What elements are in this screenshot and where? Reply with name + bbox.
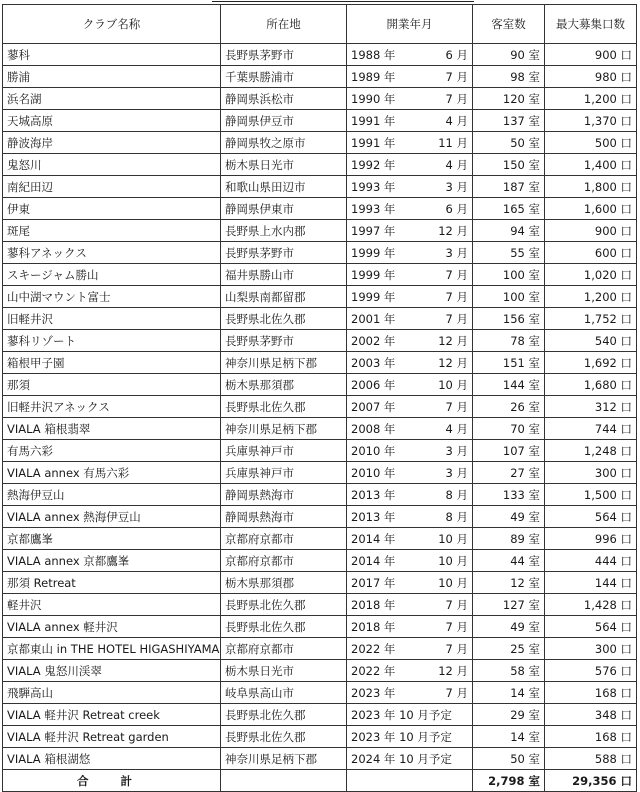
location-cell: 京都府京都市	[221, 550, 347, 572]
club-name-cell: 蓼科	[3, 44, 221, 66]
opened-cell	[347, 440, 473, 462]
total-capacity: 29,356 口	[545, 770, 637, 792]
table-row	[3, 286, 637, 308]
location-cell: 長野県北佐久郡	[221, 594, 347, 616]
location-cell: 長野県茅野市	[221, 44, 347, 66]
opened-cell	[347, 176, 473, 198]
rooms-cell: 29 室	[473, 704, 545, 726]
opened-cell	[347, 44, 473, 66]
opened-cell	[347, 594, 473, 616]
capacity-cell: 980 口	[545, 66, 637, 88]
total-empty-cell	[221, 770, 347, 792]
opened-year: 1991 年	[351, 113, 396, 128]
opened-cell	[347, 528, 473, 550]
total-label: 合 計	[3, 770, 221, 792]
rooms-cell: 58 室	[473, 660, 545, 682]
opened-year: 1999 年	[351, 267, 396, 282]
opened-year: 2013 年	[351, 509, 396, 524]
opened-year: 2018 年	[351, 597, 396, 612]
rooms-cell: 78 室	[473, 330, 545, 352]
opened-year: 1990 年	[351, 91, 396, 106]
opened-year: 2022 年	[351, 663, 396, 678]
header-rooms: 客室数	[473, 5, 545, 44]
table-row	[3, 594, 637, 616]
header-club-name: クラブ名称	[3, 5, 221, 44]
opened-month: 7 月	[445, 289, 468, 304]
location-cell: 長野県茅野市	[221, 242, 347, 264]
total-row	[3, 770, 637, 792]
capacity-cell: 900 口	[545, 220, 637, 242]
rooms-cell: 89 室	[473, 528, 545, 550]
club-name-cell: 那須	[3, 374, 221, 396]
rooms-cell: 14 室	[473, 682, 545, 704]
opened-cell	[347, 264, 473, 286]
opened-cell	[347, 330, 473, 352]
opened-cell	[347, 506, 473, 528]
table-row	[3, 198, 637, 220]
rooms-cell: 27 室	[473, 462, 545, 484]
opened-month: 10 月	[438, 377, 468, 392]
club-name-cell: 勝浦	[3, 66, 221, 88]
location-cell: 福井県勝山市	[221, 264, 347, 286]
table-row	[3, 264, 637, 286]
table-row	[3, 682, 637, 704]
opened-year: 2003 年	[351, 355, 396, 370]
club-name-cell: 旧軽井沢アネックス	[3, 396, 221, 418]
opened-year: 1993 年	[351, 179, 396, 194]
opened-year: 1991 年	[351, 135, 396, 150]
table-footer	[3, 770, 637, 792]
opened-cell	[347, 242, 473, 264]
rooms-cell: 25 室	[473, 638, 545, 660]
club-name-cell: VIALA annex 京都鷹峯	[3, 550, 221, 572]
opened-month: 7 月	[445, 69, 468, 84]
opened-year: 2010 年	[351, 443, 396, 458]
rooms-cell: 94 室	[473, 220, 545, 242]
opened-month: 3 月	[445, 245, 468, 260]
opened-month: 7 月	[445, 267, 468, 282]
location-cell: 静岡県伊豆市	[221, 110, 347, 132]
club-name-cell: 軽井沢	[3, 594, 221, 616]
location-cell: 神奈川県足柄下郡	[221, 352, 347, 374]
capacity-cell: 564 口	[545, 506, 637, 528]
location-cell: 山梨県南都留郡	[221, 286, 347, 308]
capacity-cell: 564 口	[545, 616, 637, 638]
rooms-cell: 151 室	[473, 352, 545, 374]
table-row	[3, 572, 637, 594]
table-body	[3, 44, 637, 770]
location-cell: 千葉県勝浦市	[221, 66, 347, 88]
opened-cell	[347, 352, 473, 374]
location-cell: 長野県北佐久郡	[221, 616, 347, 638]
club-name-cell: 旧軽井沢	[3, 308, 221, 330]
table-row	[3, 660, 637, 682]
table-row	[3, 374, 637, 396]
opened-year: 2017 年	[351, 575, 396, 590]
location-cell: 栃木県日光市	[221, 154, 347, 176]
opened-month: 7 月	[445, 91, 468, 106]
table-row	[3, 308, 637, 330]
opened-month: 10 月	[438, 531, 468, 546]
rooms-cell: 107 室	[473, 440, 545, 462]
opened-month: 4 月	[445, 157, 468, 172]
capacity-cell: 1,020 口	[545, 264, 637, 286]
table-row	[3, 726, 637, 748]
club-name-cell: VIALA 箱根翡翠	[3, 418, 221, 440]
club-name-cell: VIALA annex 熱海伊豆山	[3, 506, 221, 528]
table-row	[3, 88, 637, 110]
rooms-cell: 187 室	[473, 176, 545, 198]
club-name-cell: 箱根甲子園	[3, 352, 221, 374]
opened-year: 2010 年	[351, 465, 396, 480]
table-header	[3, 5, 637, 44]
opened-cell	[347, 88, 473, 110]
opened-cell	[347, 726, 473, 748]
club-name-cell: 有馬六彩	[3, 440, 221, 462]
capacity-cell: 500 口	[545, 132, 637, 154]
capacity-cell: 1,800 口	[545, 176, 637, 198]
table-row	[3, 110, 637, 132]
club-name-cell: 熱海伊豆山	[3, 484, 221, 506]
opened-cell	[347, 616, 473, 638]
table-row	[3, 528, 637, 550]
opened-year: 1999 年	[351, 245, 396, 260]
table-row	[3, 66, 637, 88]
opened-month: 12 月	[438, 663, 468, 678]
location-cell: 神奈川県足柄下郡	[221, 748, 347, 770]
table-row	[3, 154, 637, 176]
opened-month: 11 月	[438, 135, 468, 150]
capacity-cell: 600 口	[545, 242, 637, 264]
opened-year: 2006 年	[351, 377, 396, 392]
location-cell: 和歌山県田辺市	[221, 176, 347, 198]
rooms-cell: 98 室	[473, 66, 545, 88]
opened-year: 2014 年	[351, 553, 396, 568]
capacity-cell: 1,200 口	[545, 88, 637, 110]
location-cell: 長野県北佐久郡	[221, 726, 347, 748]
opened-cell	[347, 704, 473, 726]
location-cell: 栃木県日光市	[221, 660, 347, 682]
club-name-cell: 静波海岸	[3, 132, 221, 154]
table-row	[3, 550, 637, 572]
rooms-cell: 100 室	[473, 264, 545, 286]
opened-year: 1989 年	[351, 69, 396, 84]
table-row	[3, 748, 637, 770]
opened-month: 3 月	[445, 443, 468, 458]
opened-cell	[347, 220, 473, 242]
club-name-cell: VIALA 軽井沢 Retreat garden	[3, 726, 221, 748]
opened-month: 6 月	[445, 201, 468, 216]
opened-month: 3 月	[445, 465, 468, 480]
capacity-cell: 348 口	[545, 704, 637, 726]
capacity-cell: 1,500 口	[545, 484, 637, 506]
table-row	[3, 440, 637, 462]
table-row	[3, 242, 637, 264]
opened-cell	[347, 572, 473, 594]
opened-month: 12 月	[438, 223, 468, 238]
opened-year: 2018 年	[351, 619, 396, 634]
header-location: 所在地	[221, 5, 347, 44]
club-name-cell: VIALA 箱根湖悠	[3, 748, 221, 770]
capacity-cell: 1,692 口	[545, 352, 637, 374]
club-name-cell: スキージャム勝山	[3, 264, 221, 286]
opened-year: 1993 年	[351, 201, 396, 216]
capacity-cell: 744 口	[545, 418, 637, 440]
capacity-cell: 168 口	[545, 726, 637, 748]
capacity-cell: 1,200 口	[545, 286, 637, 308]
opened-month: 10 月	[438, 575, 468, 590]
rooms-cell: 50 室	[473, 132, 545, 154]
opened-year: 2013 年	[351, 487, 396, 502]
table-row	[3, 484, 637, 506]
table-row	[3, 352, 637, 374]
capacity-cell: 300 口	[545, 462, 637, 484]
capacity-cell: 312 口	[545, 396, 637, 418]
location-cell: 栃木県那須郡	[221, 374, 347, 396]
opened-month: 7 月	[445, 311, 468, 326]
opened-month: 7 月	[445, 685, 468, 700]
table-row	[3, 132, 637, 154]
club-table	[2, 4, 637, 792]
opened-cell	[347, 198, 473, 220]
rooms-cell: 150 室	[473, 154, 545, 176]
club-name-cell: 天城高原	[3, 110, 221, 132]
rooms-cell: 127 室	[473, 594, 545, 616]
rooms-cell: 70 室	[473, 418, 545, 440]
opened-month: 7 月	[445, 399, 468, 414]
capacity-cell: 900 口	[545, 44, 637, 66]
opened-year: 2022 年	[351, 641, 396, 656]
table-row	[3, 704, 637, 726]
club-name-cell: VIALA annex 有馬六彩	[3, 462, 221, 484]
club-name-cell: 京都東山 in THE HOTEL HIGASHIYAMA	[3, 638, 221, 660]
club-name-cell: 蓼科リゾート	[3, 330, 221, 352]
club-name-cell: 南紀田辺	[3, 176, 221, 198]
club-name-cell: VIALA 軽井沢 Retreat creek	[3, 704, 221, 726]
capacity-cell: 444 口	[545, 550, 637, 572]
club-name-cell: 那須 Retreat	[3, 572, 221, 594]
rooms-cell: 165 室	[473, 198, 545, 220]
opened-year: 1999 年	[351, 289, 396, 304]
opened-cell	[347, 484, 473, 506]
opened-month: 3 月	[445, 179, 468, 194]
capacity-cell: 168 口	[545, 682, 637, 704]
location-cell: 静岡県熱海市	[221, 484, 347, 506]
rooms-cell: 55 室	[473, 242, 545, 264]
opened-year: 2024 年 10 月予定	[351, 751, 452, 766]
opened-month: 7 月	[445, 641, 468, 656]
top-rule	[212, 1, 474, 2]
opened-year: 2023 年	[351, 685, 396, 700]
rooms-cell: 137 室	[473, 110, 545, 132]
opened-cell	[347, 682, 473, 704]
location-cell: 兵庫県神戸市	[221, 462, 347, 484]
opened-cell	[347, 308, 473, 330]
rooms-cell: 50 室	[473, 748, 545, 770]
club-name-cell: 伊東	[3, 198, 221, 220]
table-row	[3, 176, 637, 198]
capacity-cell: 1,600 口	[545, 198, 637, 220]
rooms-cell: 133 室	[473, 484, 545, 506]
opened-cell	[347, 286, 473, 308]
opened-cell	[347, 374, 473, 396]
rooms-cell: 49 室	[473, 506, 545, 528]
capacity-cell: 540 口	[545, 330, 637, 352]
opened-month: 10 月	[438, 553, 468, 568]
capacity-cell: 1,400 口	[545, 154, 637, 176]
table-row	[3, 330, 637, 352]
capacity-cell: 588 口	[545, 748, 637, 770]
club-name-cell: 飛騨高山	[3, 682, 221, 704]
opened-month: 12 月	[438, 333, 468, 348]
capacity-cell: 996 口	[545, 528, 637, 550]
location-cell: 静岡県浜松市	[221, 88, 347, 110]
opened-cell	[347, 110, 473, 132]
table-row	[3, 638, 637, 660]
location-cell: 静岡県牧之原市	[221, 132, 347, 154]
opened-year: 1997 年	[351, 223, 396, 238]
location-cell: 静岡県熱海市	[221, 506, 347, 528]
location-cell: 長野県茅野市	[221, 330, 347, 352]
capacity-cell: 1,752 口	[545, 308, 637, 330]
opened-cell	[347, 418, 473, 440]
rooms-cell: 44 室	[473, 550, 545, 572]
opened-year: 1992 年	[351, 157, 396, 172]
opened-month: 4 月	[445, 421, 468, 436]
opened-month: 8 月	[445, 509, 468, 524]
location-cell: 長野県北佐久郡	[221, 396, 347, 418]
location-cell: 長野県北佐久郡	[221, 308, 347, 330]
opened-year: 2014 年	[351, 531, 396, 546]
total-empty-cell	[347, 770, 473, 792]
location-cell: 神奈川県足柄下郡	[221, 418, 347, 440]
rooms-cell: 26 室	[473, 396, 545, 418]
capacity-cell: 1,680 口	[545, 374, 637, 396]
location-cell: 兵庫県神戸市	[221, 440, 347, 462]
opened-month: 6 月	[445, 47, 468, 62]
opened-year: 2008 年	[351, 421, 396, 436]
location-cell: 長野県上水内郡	[221, 220, 347, 242]
table-row	[3, 462, 637, 484]
rooms-cell: 49 室	[473, 616, 545, 638]
location-cell: 静岡県伊東市	[221, 198, 347, 220]
location-cell: 栃木県那須郡	[221, 572, 347, 594]
rooms-cell: 120 室	[473, 88, 545, 110]
club-name-cell: VIALA 鬼怒川渓翠	[3, 660, 221, 682]
opened-year: 2007 年	[351, 399, 396, 414]
opened-month: 12 月	[438, 355, 468, 370]
opened-cell	[347, 660, 473, 682]
location-cell: 京都府京都市	[221, 638, 347, 660]
capacity-cell: 1,248 口	[545, 440, 637, 462]
club-name-cell: 斑尾	[3, 220, 221, 242]
capacity-cell: 144 口	[545, 572, 637, 594]
rooms-cell: 100 室	[473, 286, 545, 308]
table-row	[3, 506, 637, 528]
club-name-cell: 浜名湖	[3, 88, 221, 110]
rooms-cell: 144 室	[473, 374, 545, 396]
opened-cell	[347, 550, 473, 572]
header-opened: 開業年月	[347, 5, 473, 44]
opened-cell	[347, 396, 473, 418]
club-name-cell: 蓼科アネックス	[3, 242, 221, 264]
location-cell: 京都府京都市	[221, 528, 347, 550]
opened-year: 2023 年 10 月予定	[351, 729, 452, 744]
header-capacity: 最大募集口数	[545, 5, 637, 44]
rooms-cell: 14 室	[473, 726, 545, 748]
club-name-cell: VIALA annex 軽井沢	[3, 616, 221, 638]
opened-cell	[347, 132, 473, 154]
opened-month: 7 月	[445, 619, 468, 634]
rooms-cell: 156 室	[473, 308, 545, 330]
club-name-cell: 京都鷹峯	[3, 528, 221, 550]
table-row	[3, 418, 637, 440]
table-row	[3, 396, 637, 418]
location-cell: 長野県北佐久郡	[221, 704, 347, 726]
table-row	[3, 44, 637, 66]
capacity-cell: 1,370 口	[545, 110, 637, 132]
opened-year: 2001 年	[351, 311, 396, 326]
location-cell: 岐阜県高山市	[221, 682, 347, 704]
opened-year: 1988 年	[351, 47, 396, 62]
opened-month: 7 月	[445, 597, 468, 612]
table-row	[3, 220, 637, 242]
opened-month: 4 月	[445, 113, 468, 128]
opened-cell	[347, 154, 473, 176]
opened-cell	[347, 748, 473, 770]
opened-cell	[347, 66, 473, 88]
opened-cell	[347, 462, 473, 484]
opened-year: 2023 年 10 月予定	[351, 707, 452, 722]
capacity-cell: 300 口	[545, 638, 637, 660]
opened-month: 8 月	[445, 487, 468, 502]
table-row	[3, 616, 637, 638]
opened-year: 2002 年	[351, 333, 396, 348]
club-name-cell: 山中湖マウント富士	[3, 286, 221, 308]
rooms-cell: 90 室	[473, 44, 545, 66]
capacity-cell: 576 口	[545, 660, 637, 682]
rooms-cell: 12 室	[473, 572, 545, 594]
total-rooms: 2,798 室	[473, 770, 545, 792]
capacity-cell: 1,428 口	[545, 594, 637, 616]
opened-cell	[347, 638, 473, 660]
club-name-cell: 鬼怒川	[3, 154, 221, 176]
